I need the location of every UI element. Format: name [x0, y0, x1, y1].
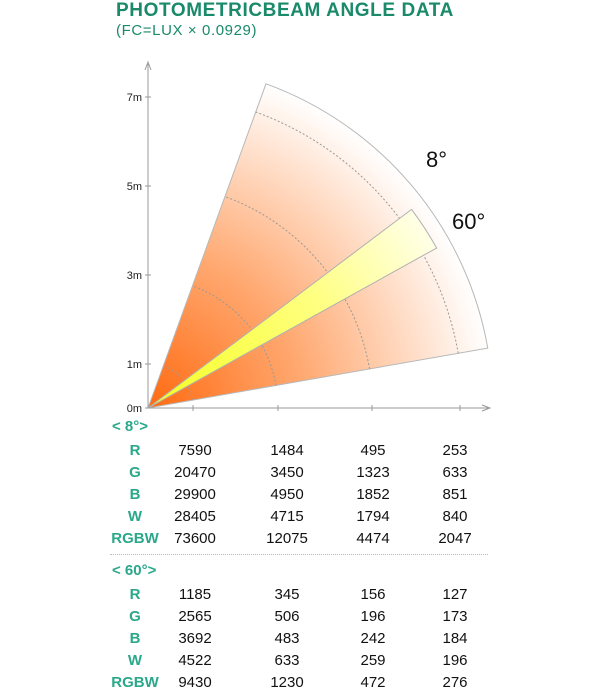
table-cell: 506	[274, 608, 300, 625]
table-cell: 156	[360, 586, 386, 603]
table-cell: 3450	[270, 464, 304, 481]
table-cell: 184	[442, 630, 468, 647]
table-cell: 7590	[178, 442, 212, 459]
table-cell: 1323	[356, 464, 390, 481]
table-cell: 12075	[266, 530, 308, 547]
row-label: R	[129, 586, 141, 603]
table-cell: 127	[442, 586, 468, 603]
table-cell: 3692	[178, 630, 212, 647]
table-cell: 253	[442, 442, 468, 459]
chart-subtitle: (FC=LUX × 0.0929)	[116, 22, 258, 39]
table-row	[0, 674, 600, 696]
table-cell: 1484	[270, 442, 304, 459]
y-tick-label: 0m	[126, 403, 142, 415]
table-cell: 4522	[178, 652, 212, 669]
row-label: B	[129, 630, 141, 647]
table-cell: 1794	[356, 508, 390, 525]
table-cell: 259	[360, 652, 386, 669]
table-cell: 483	[274, 630, 300, 647]
table-cell: 276	[442, 674, 468, 691]
table-cell: 2047	[438, 530, 472, 547]
table-cell: 9430	[178, 674, 212, 691]
table-row	[0, 586, 600, 608]
y-tick-label: 7m	[126, 92, 142, 104]
separator	[110, 554, 488, 555]
row-label: W	[127, 652, 143, 669]
table-row	[0, 608, 600, 630]
beam-60-wedge	[148, 84, 488, 408]
table-cell: 29900	[174, 486, 216, 503]
chart-title: PHOTOMETRICBEAM ANGLE DATA	[116, 0, 454, 21]
table-cell: 4715	[270, 508, 304, 525]
table-cell: 196	[442, 652, 468, 669]
y-tick-label: 1m	[126, 359, 142, 371]
table-cell: 20470	[174, 464, 216, 481]
table-row	[0, 442, 600, 464]
table-row	[0, 464, 600, 486]
table-row	[0, 508, 600, 530]
table-cell: 173	[442, 608, 468, 625]
table-cell: 242	[360, 630, 386, 647]
y-tick-label: 5m	[126, 181, 142, 193]
table-cell: 1185	[178, 586, 212, 603]
table-cell: 4474	[356, 530, 390, 547]
table-cell: 345	[274, 586, 300, 603]
beam-label-8: 8°	[426, 147, 448, 172]
table-cell: 840	[442, 508, 468, 525]
table-row	[0, 630, 600, 652]
row-label: RGBW	[111, 530, 159, 547]
table-cell: 633	[274, 652, 300, 669]
beam-60-sector	[148, 84, 488, 408]
row-label: G	[129, 464, 141, 481]
table-row	[0, 486, 600, 508]
table-cell: 495	[360, 442, 386, 459]
table-row	[0, 530, 600, 552]
table-cell: 4950	[270, 486, 304, 503]
table-cell: 73600	[174, 530, 216, 547]
section-label: < 60°>	[112, 562, 157, 579]
table-cell: 1852	[356, 486, 390, 503]
y-tick-label: 3m	[126, 270, 142, 282]
row-label: W	[127, 508, 143, 525]
row-label: B	[129, 486, 141, 503]
section-label: < 8°>	[112, 418, 149, 435]
table-cell: 2565	[178, 608, 212, 625]
row-label: RGBW	[111, 674, 159, 691]
table-cell: 851	[442, 486, 468, 503]
row-label: G	[129, 608, 141, 625]
beam-label-60: 60°	[452, 209, 486, 234]
table-row	[0, 652, 600, 674]
table-cell: 633	[442, 464, 468, 481]
row-label: R	[129, 442, 141, 459]
table-cell: 196	[360, 608, 386, 625]
table-cell: 472	[360, 674, 386, 691]
table-cell: 28405	[174, 508, 216, 525]
table-cell: 1230	[270, 674, 304, 691]
